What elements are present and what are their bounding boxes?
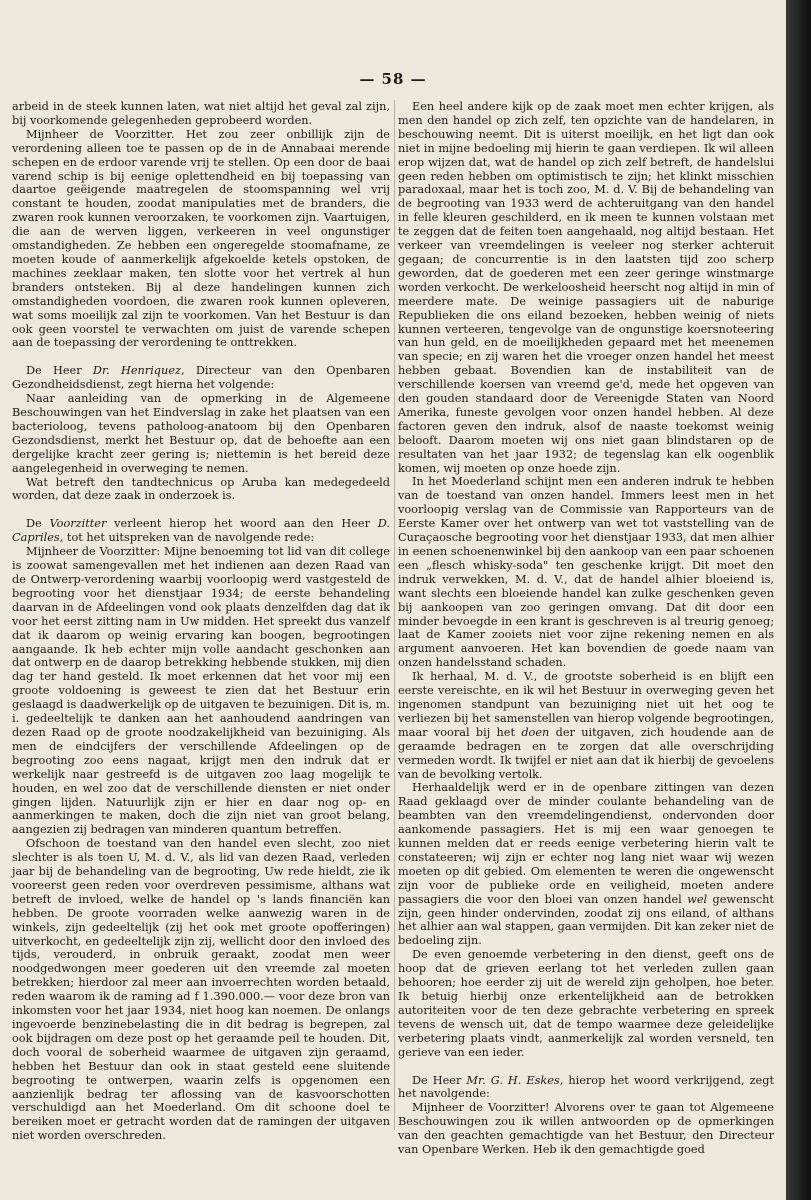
emphasis: wel [687,892,708,906]
paragraph: De even genoemde verbetering in den dienst, geeft ons de hoop dat de grieven eerlang tot het verleden zullen gaan behooren; hoe eerder zij uit de wereld zijn geholpen, hoe beter. Ik betuig hierbij onze erkentelijkheid aan de betrokken autoriteiten voor de ten deze gebrachte verbetering en spreek tevens de wensch uit, dat de tempo waarmee deze geleidelijke verbetering plaats vindt, aanmerkelijk zal worden versneld, ten gerieve van een ieder. [398,948,774,1059]
scan-page-edge [786,0,811,1200]
right-column [398,100,774,1157]
text-run: verleent hierop het woord aan den Heer [106,517,378,531]
paragraph: In het Moederland schijnt men een anderen indruk te hebben van de toestand van onzen handel. Immers leest men in het voorloopig verslag van de Commissie van Rapporteurs van de Eerste Kamer over het ontwerp van wet tot vaststelling van de Curaçaosche begrooting voor het dienstjaar 1933, dat men alhier in eenen schoenenwinkel bij den aankoop van een paar schoenen een „flesch whisky-soda" ten geschenke krijgt. Dit moet den indruk verwekken, M. d. V., dat de handel alhier bloeiend is, want slechts een bloeiende handel kan zulke geschenken geven bij aankoopen van zoo geringen omvang. Dat dit door een minder bevoegde in een krant is geschreven is al treurig genoeg; laat de Kamer zooiets niet voor zijne rekening nemen en als argument aanvoeren. Het kan bovendien de goede naam van onzen handelsstand schaden. [398,475,774,670]
text-run: hierop het woord verkrijgend, zegt het navolgende: [398,1073,774,1101]
text-run: Herhaaldelijk werd er in de openbare zittingen van dezen Raad geklaagd over de minder coulante behandeling van de beambten van den vreemdelingendienst, ondervonden door aankomende passagiers. Het is mij een waar genoegen te kunnen melden dat er reeds eenige verbetering hierin valt te constateeren; wij zijn er echter nog lang niet waar wij wezen moeten op dit gebied. Om elementen te weren die ongewenscht zijn voor de publieke orde en veiligheid, moeten andere passagiers die voor den bloei van onzen handel [398,781,774,906]
paragraph: Ofschoon de toestand van den handel even slecht, zoo niet slechter is als toen U, M. d. V., als lid van dezen Raad, verleden jaar bij de behandeling van de begrooting, Uw rede hieldt, zie ik vooreerst geen reden voor overdreven pessimisme, althans wat betreft de invloed, welke de handel op 's lands financiën kan hebben. De groote voorraden welke aanwezig waren in de winkels, zijn gedeeltelijk (zij het ook met groote opofferingen) uitverkocht, en gedeeltelijk zijn zij, wellicht door den invloed des tijds, verouderd, in onbruik geraakt, zoodat men weer noodgedwongen meer goederen uit den vreemde zal moeten betrekken; hierdoor zal meer aan invoerrechten worden betaald, reden waarom ik de raming ad f 1.390.000.— voor deze bron van inkomsten voor het jaar 1934, niet hoog kan noemen. De onlangs ingevoerde benzinebelasting die in dit bedrag is begrepen, zal ook bijdragen om deze post op het geraamde peil te houden. Dit, doch vooral de soberheid waarmee de uitgaven zijn geraamd, hebben het Bestuur dan ook in staat gesteld eene sluitende begrooting te ontwerpen, waarin zelfs is opgenomen een aanzienlijk bedrag ter aflossing van de kasvoorschotten verschuldigd aan het Moederland. Om dit schoone doel te bereiken moet er getracht worden dat de ramingen der uitgaven niet worden overschreden. [12,837,390,1143]
speaker-name: Dr. Henriquez, [92,364,185,378]
paragraph: Mijnheer de Voorzitter. Het zou zeer onbillijk zijn de verordening alleen toe te passen op de in de Annabaai merende schepen en de erdoor varende vrij te stellen. Op een door de baai varend schip is bij eenige oplettendheid en bij toepassing van daartoe geëigende maatregelen de stoomspanning wel vrij constant te houden, zoodat manipulaties met de branders, die zwaren rook kunnen veroorzaken, te voorkomen zijn. Vaartuigen, die aan de werven liggen, verkeeren in veel ongunstiger omstandigheden. Ze hebben een ongeregelde stoomafname, ze moeten koude of aanmerkelijk afgekoelde ketels opstoken, de machines zeeklaar maken, ten slotte voor het vertrek al hun branders ontsteken. Bij al deze handelingen kunnen zich omstandigheden voordoen, die zwaren rook kunnen opleveren, wat soms moeilijk zal zijn te voorkomen. Van het Bestuur is dan ook geen voorstel te verwachten om juist de varende schepen aan de toepassing der verordening te onttrekken. [12,127,390,350]
paragraph [398,1074,774,1102]
paragraph [398,670,774,781]
text-run: der uitgaven, zich houdende aan de geraamde bedragen en te zorgen dat alle overschrijding vermeden wordt. Ik twijfel er niet aan dat ik hierbij de gevoelens van de bevolking vertolk. [398,725,774,781]
speaker-name: Mr. G. H. Eskes, [466,1073,564,1087]
speaker-title: Voorzitter [49,517,107,531]
paragraph: Wat betreft den tandtechnicus op Aruba kan medegedeeld worden, dat deze zaak in onderzoek is. [12,475,390,503]
paragraph: Mijnheer de Voorzitter: Mijne benoeming tot lid van dit college is zoowat samengevallen met het indienen aan dezen Raad van de Ontwerp-verordening waarbij voorloopig werd vastgesteld de begrooting voor het dienstjaar 1934; de eerste behandeling daarvan in de Afdeelingen vond ook plaats denzelfden dag dat ik voor het eerst zitting nam in Uw midden. Het spreekt dus vanzelf dat ik daarom op weinig ervaring kan boogen, begrootingen aangaande. Ik heb echter mijn volle aandacht geschonken aan dat ontwerp en de daarop betrekking hebbende stukken, mij dien dag ter hand gesteld. Ik moet erkennen dat het voor mij een groote voldoening is geweest te zien dat het Bestuur erin geslaagd is daadwerkelijk op de uitgaven te bezuinigen. Dit is, m. i. gedeeltelijk te danken aan het aanhoudend aandringen van dezen Raad op de groote noodzakelijkheid van bezuiniging. Als men de eindcijfers der verschillende Afdeelingen op de begrooting zoo eens nagaat, krijgt men den indruk dat er werkelijk naar gestreefd is de uitgaven zoo laag mogelijk te houden, en wel zoo dat de verschillende diensten er niet onder gingen lijden. Natuurlijk zijn er hier en daar nog op- en aanmerkingen te maken, doch die zijn niet van groot belang, aangezien zij bedragen van minderen quantum betreffen. [12,545,390,837]
paragraph: arbeid in de steek kunnen laten, wat niet altijd het geval zal zijn, bij voorkomende gelegenheden geprobeerd worden. [12,100,390,127]
emphasis: doen [521,725,550,739]
paragraph: Mijnheer de Voorzitter! Alvorens over te gaan tot Algemeene Beschouwingen zou ik willen antwoorden op de opmerkingen van den geachten gemachtigde van het Bestuur, den Directeur van Openbare Werken. Heb ik den gemachtigde goed [398,1101,774,1157]
text-run: Ik herhaal, M. d. V., de grootste soberheid is en blijft een eerste vereischte, en ik wil het Bestuur in overweging geven het ingenomen standpunt van bezuiniging niet uit het oog te verliezen bij het samenstellen van hierop volgende begrootingen, maar vooral bij het [398,670,774,739]
text-run: De Heer [412,1073,467,1087]
text-run: De [26,517,50,531]
paragraph [12,364,390,392]
paragraph [398,781,774,948]
text-run: Directeur van den Openbaren Gezondheidsdienst, zegt hierna het volgende: [12,364,390,392]
page-number: — 58 — [359,70,427,88]
paragraph [12,517,390,545]
text-run: De Heer [26,364,93,378]
paragraph: Een heel andere kijk op de zaak moet men echter krijgen, als men den handel op zich zelf, ten opzichte van de handelaren, in beschouwing neemt. Dit is uiterst moeilijk, en het ligt dan ook niet in mijne bedoeling mij hierin te gaan verdiepen. Ik wil alleen erop wijzen dat, wat de handel op zich zelf betreft, de handelslui geen reden hebben om optimistisch te zijn; het klinkt misschien paradoxaal, maar het is toch zoo, M. d. V. Bij de behandeling van de begrooting van 1933 werd de achteruitgang van den handel in felle kleuren geschilderd, en ik meen te kunnen volstaan met te zeggen dat de feiten toen aangehaald, nog altijd bestaan. Het verkeer van vreemdelingen is veeleer nog sterker achteruit gegaan; de concurrentie is in den laatsten tijd zoo scherp geworden, dat de goederen met een zeer geringe winstmarge worden verkocht. De werkeloosheid heerscht nog altijd in min of meerdere mate. De weinige passagiers uit de naburige Republieken die ons eiland bezoeken, hebben weinig of niets kunnen verteeren, tengevolge van de ongunstige koersnoteering van hun geld, en de moeilijkheden gepaard met het meenemen van specie; en zij waren het die vroeger onzen handel het meest hebben gebaat. Bovendien kan de instabiliteit van de verschillende koersen van vreemd ge'd, mede het opgeven van den gouden standaard door de Vereenigde Staten van Noord Amerika, funeste gevolgen voor onzen handel hebben. Al deze factoren geven den indruk, alsof de naaste toekomst weinig belooft. Daarom moeten wij ons niet gaan blindstaren op de resultaten van het jaar 1932; de tegenslag kan elk oogenblik komen, wij moeten op onze hoede zijn. [398,100,774,475]
column-divider [394,100,395,1130]
speaker-name: D. Capriles, [12,517,390,545]
text-run: gewenscht zijn, geen hinder ondervinden, zoodat zij ons eiland, of althans het alhier aan wal stappen, gaan vermijden. Dit kan zeker niet de bedoeling zijn. [398,892,774,948]
paragraph: Naar aanleiding van de opmerking in de Algemeene Beschouwingen van het Eindverslag in zake het plaatsen van een bacterioloog, tevens patholoog-anatoom bij den Openbaren Gezondsdienst, merkt het Bestuur op, dat de behoefte aan een dergelijke kracht zeer gering is; niettemin is het bereid deze aangelegenheid in overweging te nemen. [12,392,390,475]
text-run: tot het uitspreken van de navolgende rede: [63,531,315,545]
left-column [12,100,390,1143]
